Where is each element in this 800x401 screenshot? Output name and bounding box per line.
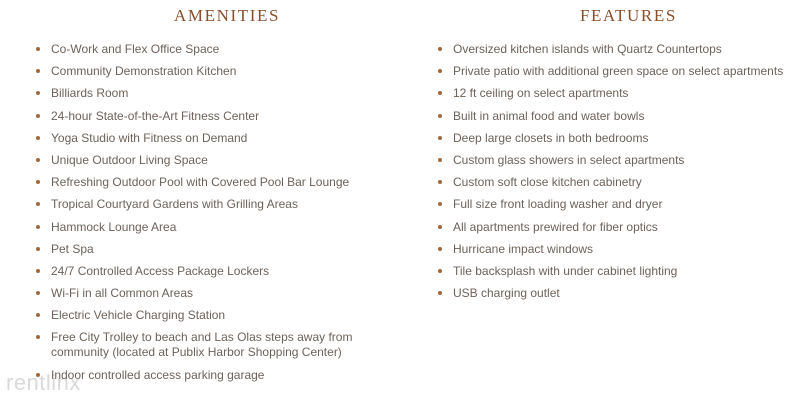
bullet-icon [36, 335, 40, 339]
list-item: USB charging outlet [438, 286, 783, 301]
bullet-icon [438, 69, 442, 73]
list-item: Community Demonstration Kitchen [36, 64, 411, 79]
watermark: rentlinx [6, 370, 81, 395]
bullet-icon [36, 114, 40, 118]
bullet-icon [438, 91, 442, 95]
bullet-icon [438, 202, 442, 206]
bullet-icon [36, 47, 40, 51]
list-item: Electric Vehicle Charging Station [36, 308, 411, 323]
amenities-list [36, 42, 411, 390]
list-item: Tropical Courtyard Gardens with Grilling Areas [36, 197, 411, 212]
list-item: Tile backsplash with under cabinet lighting [438, 264, 783, 279]
bullet-icon [438, 291, 442, 295]
list-item: Wi-Fi in all Common Areas [36, 286, 411, 301]
list-item: Yoga Studio with Fitness on Demand [36, 131, 411, 146]
bullet-icon [36, 136, 40, 140]
list-item: 12 ft ceiling on select apartments [438, 86, 783, 101]
bullet-icon [36, 158, 40, 162]
features-heading: FEATURES [580, 6, 677, 25]
list-item: Custom glass showers in select apartments [438, 153, 783, 168]
list-item: Built in animal food and water bowls [438, 109, 783, 124]
list-item: Refreshing Outdoor Pool with Covered Pool Bar Lounge [36, 175, 411, 190]
bullet-icon [438, 47, 442, 51]
list-item: Unique Outdoor Living Space [36, 153, 411, 168]
bullet-icon [36, 269, 40, 273]
bullet-icon [438, 247, 442, 251]
list-item: Co-Work and Flex Office Space [36, 42, 411, 57]
bullet-icon [438, 136, 442, 140]
list-item: Hammock Lounge Area [36, 220, 411, 235]
bullet-icon [438, 180, 442, 184]
bullet-icon [438, 158, 442, 162]
list-item: All apartments prewired for fiber optics [438, 220, 783, 235]
bullet-icon [36, 291, 40, 295]
list-item: Indoor controlled access parking garage [36, 368, 411, 383]
list-item: 24-hour State-of-the-Art Fitness Center [36, 109, 411, 124]
bullet-icon [438, 269, 442, 273]
list-item: Custom soft close kitchen cabinetry [438, 175, 783, 190]
bullet-icon [438, 114, 442, 118]
bullet-icon [36, 247, 40, 251]
bullet-icon [36, 180, 40, 184]
list-item: Oversized kitchen islands with Quartz Countertops [438, 42, 783, 57]
list-item: Hurricane impact windows [438, 242, 783, 257]
list-item: Full size front loading washer and dryer [438, 197, 783, 212]
bullet-icon [36, 91, 40, 95]
bullet-icon [36, 69, 40, 73]
bullet-icon [36, 225, 40, 229]
amenities-heading: AMENITIES [174, 6, 280, 25]
list-item: Billiards Room [36, 86, 411, 101]
list-item: Free City Trolley to beach and Las Olas steps away from community (located at Publix Harbor Shopping Center) [36, 330, 411, 360]
list-item: Deep large closets in both bedrooms [438, 131, 783, 146]
list-item: Pet Spa [36, 242, 411, 257]
features-list [438, 42, 783, 308]
bullet-icon [36, 202, 40, 206]
list-item: Private patio with additional green space on select apartments [438, 64, 783, 79]
bullet-icon [36, 313, 40, 317]
bullet-icon [438, 225, 442, 229]
list-item: 24/7 Controlled Access Package Lockers [36, 264, 411, 279]
